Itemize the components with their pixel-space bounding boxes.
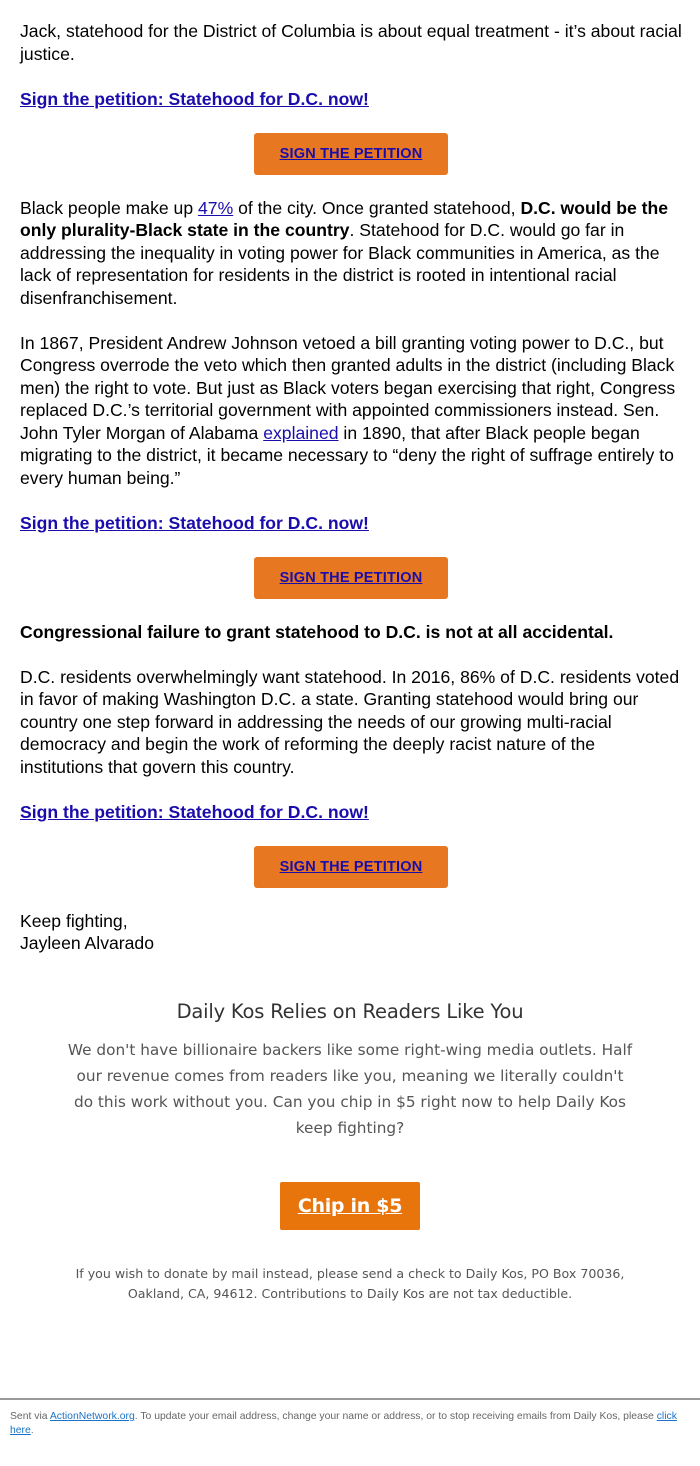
petition-link-row-1	[20, 88, 682, 111]
donation-section	[0, 1000, 700, 1304]
petition-link-1[interactable]: Sign the petition: Statehood for D.C. now!	[20, 88, 369, 109]
signature: Jayleen Alvarado	[20, 933, 154, 953]
para2-text-b: in 1890, that after Black people began migrating to the district, it became necessary to “deny the right of suffrage entirely to every human being.”	[20, 422, 674, 488]
para2-text-a: In 1867, President Andrew Johnson vetoed a bill granting voting power to D.C., but Congress overrode the veto which then granted adults in the district (including Black men) the right to vote. But just as Black voters began exercising that right, Congress replaced D.C.’s territorial government with appointed commissioners instead. Sen. John Tyler Morgan of Alabama	[20, 332, 676, 443]
sign-petition-button-2[interactable]: SIGN THE PETITION	[254, 557, 448, 599]
para1-bold: D.C. would be the only plurality-Black state in the country	[20, 197, 669, 240]
footer-end: .	[30, 1424, 34, 1436]
residents-paragraph: D.C. residents overwhelmingly want statehood. In 2016, 86% of D.C. residents voted in favor of making Washington D.C. a state. Granting statehood would bring our country one step forward in addressing the needs of our growing multi-racial democracy and begin the work of reforming the deeply racist nature of the institutions that govern this country.	[20, 666, 680, 777]
para1-text-b: of the city. Once granted statehood,	[233, 197, 521, 218]
signoff-text: Keep fighting,	[20, 910, 128, 931]
intro-paragraph: Jack, statehood for the District of Columbia is about equal treatment - it’s about racial justice.	[20, 21, 682, 64]
button-row-3	[20, 846, 682, 888]
petition-link-row-2	[20, 512, 682, 535]
unsubscribe-link[interactable]: click here	[10, 1411, 677, 1436]
percent-link[interactable]: 47%	[198, 197, 234, 218]
para1-text-a: Black people make up	[20, 197, 198, 218]
chip-in-button[interactable]: Chip in $5	[280, 1182, 420, 1230]
petition-link-3[interactable]: Sign the petition: Statehood for D.C. now!	[20, 801, 369, 822]
button-row-1	[20, 133, 682, 175]
history-paragraph	[20, 332, 682, 490]
petition-link-row-3	[20, 801, 682, 824]
button-row-2	[20, 557, 682, 599]
heading-bold-text: Congressional failure to grant statehood to D.C. is not at all accidental.	[20, 621, 614, 642]
demographics-paragraph	[20, 197, 682, 310]
bold-heading	[20, 621, 682, 644]
sign-petition-button-1[interactable]: SIGN THE PETITION	[254, 133, 448, 175]
signoff-block	[20, 910, 682, 955]
footer-text: . To update your email address, change your name or address, or to stop receiving emails from Daily Kos, please	[134, 1411, 657, 1422]
mail-donation-note: If you wish to donate by mail instead, please send a check to Daily Kos, PO Box 70036, Oakland, CA, 94612. Contributions to Daily Kos are not tax deductible.	[75, 1266, 625, 1301]
donation-title: Daily Kos Relies on Readers Like You	[176, 1000, 524, 1023]
actionnetwork-link[interactable]: ActionNetwork.org	[49, 1411, 135, 1422]
explained-link[interactable]: explained	[263, 422, 339, 443]
sign-petition-button-3[interactable]: SIGN THE PETITION	[254, 846, 448, 888]
email-footer	[0, 1398, 700, 1437]
email-body	[20, 20, 682, 977]
petition-link-2[interactable]: Sign the petition: Statehood for D.C. now!	[20, 512, 369, 533]
footer-sent-via: Sent via	[10, 1411, 50, 1422]
donation-blurb: We don't have billionaire backers like some right-wing media outlets. Half our revenue comes from readers like you, meaning we literally couldn't do this work without you. Can you chip in $5 right now to help Daily Kos keep fighting?	[67, 1041, 633, 1137]
para1-text-c: . Statehood for D.C. would go far in addressing the inequality in voting power for Black communities in America, as the lack of representation for residents in the district is rooted in intentional racial disenfranchisement.	[20, 220, 660, 308]
